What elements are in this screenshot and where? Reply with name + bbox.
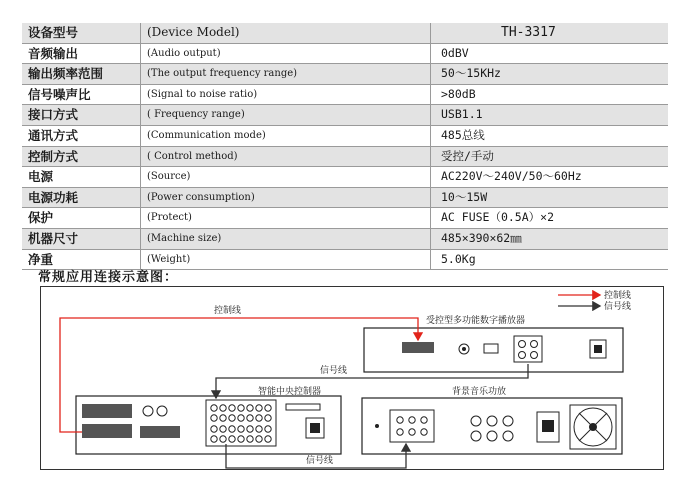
spec-english-cell: (Source) (141, 167, 431, 188)
spec-value-cell: 0dBV (441, 45, 469, 60)
amplifier-device (362, 385, 622, 454)
spec-param-cell: 保护 (22, 208, 141, 229)
spec-value-cell: TH-3317 (501, 25, 556, 40)
spec-english-cell: ( Control method) (141, 146, 431, 167)
spec-param-cell: 输出频率范围 (22, 64, 141, 85)
spec-english-cell: (Protect) (141, 208, 431, 229)
signal-line-top-label: 信号线 (320, 366, 348, 376)
diagram-title: 常规应用连接示意图： (38, 270, 179, 285)
spec-value-cell: AC220V～240V/50～60Hz (441, 169, 582, 184)
spec-english-cell: (Power consumption) (141, 187, 431, 208)
spec-value-cell: 5.0Kg (441, 251, 476, 266)
spec-param-cell: 接口方式 (22, 105, 141, 126)
spec-english-cell: (The output frequency range) (141, 64, 431, 85)
controller-label: 智能中央控制器 (258, 387, 322, 397)
spec-value-cell: 485总线 (441, 127, 485, 142)
legend-control-label: 控制线 (604, 291, 632, 301)
spec-param-cell: 设备型号 (22, 23, 141, 43)
spec-param-cell: 控制方式 (22, 146, 141, 167)
legend-signal-label: 信号线 (604, 302, 632, 312)
player-port-block (402, 342, 434, 353)
spec-param-cell: 机器尺寸 (22, 228, 141, 249)
player-label: 受控型多功能数字播放器 (426, 316, 526, 326)
spec-param-cell: 音频输出 (22, 43, 141, 64)
central-controller (76, 385, 341, 454)
spec-param-cell: 信号噪声比 (22, 84, 141, 105)
control-line-label: 控制线 (214, 306, 242, 316)
spec-value-cell: >80dB (441, 86, 476, 101)
spec-english-cell: (Audio output) (141, 43, 431, 64)
spec-value-cell: 受控/手动 (441, 148, 494, 163)
spec-param-cell: 电源功耗 (22, 187, 141, 208)
spec-value-cell: 10～15W (441, 189, 488, 204)
spec-param-cell: 净重 (22, 249, 141, 270)
spec-value-cell: USB1.1 (441, 107, 483, 122)
spec-english-cell: (Machine size) (141, 228, 431, 249)
amplifier-label: 背景音乐功放 (452, 387, 507, 397)
spec-param-cell: 电源 (22, 167, 141, 188)
signal-line-bottom-label: 信号线 (306, 456, 334, 466)
spec-english-cell: (Weight) (141, 249, 431, 270)
spec-english-cell: (Communication mode) (141, 125, 431, 146)
spec-english-cell: (Device Model) (141, 23, 431, 43)
spec-english-cell: (Signal to noise ratio) (141, 84, 431, 105)
spec-value-cell: AC FUSE（0.5A）×2 (441, 210, 555, 225)
spec-english-cell: ( Frequency range) (141, 105, 431, 126)
spec-value-cell: 50～15KHz (441, 66, 501, 81)
spec-value-cell: 485×390×62㎜ (441, 230, 522, 245)
spec-param-cell: 通讯方式 (22, 125, 141, 146)
player-device (364, 314, 623, 372)
legend (558, 289, 631, 312)
